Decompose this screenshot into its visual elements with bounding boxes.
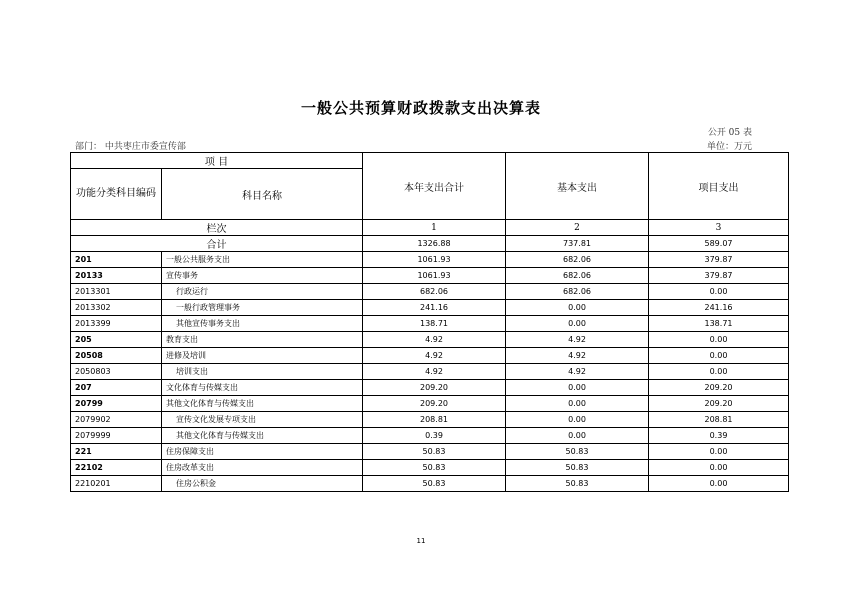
row-name: 教育支出 xyxy=(162,332,363,348)
table-row xyxy=(71,268,789,284)
row-total: 241.16 xyxy=(363,300,506,316)
row-name: 其他宣传事务支出 xyxy=(162,316,363,332)
row-name: 其他文化体育与传媒支出 xyxy=(162,428,363,444)
row-basic: 0.00 xyxy=(506,300,649,316)
row-project: 209.20 xyxy=(649,396,789,412)
row-code: 2013302 xyxy=(71,300,162,316)
row-basic: 682.06 xyxy=(506,252,649,268)
total-label: 合计 xyxy=(71,236,363,252)
row-name: 培训支出 xyxy=(162,364,363,380)
row-code: 221 xyxy=(71,444,162,460)
row-project: 0.00 xyxy=(649,364,789,380)
row-name: 宣传文化发展专项支出 xyxy=(162,412,363,428)
row-project: 379.87 xyxy=(649,252,789,268)
table-row xyxy=(71,412,789,428)
row-name: 住房保障支出 xyxy=(162,444,363,460)
row-code: 2210201 xyxy=(71,476,162,492)
table-row xyxy=(71,332,789,348)
row-basic: 0.00 xyxy=(506,412,649,428)
row-total: 4.92 xyxy=(363,364,506,380)
row-project: 241.16 xyxy=(649,300,789,316)
budget-table xyxy=(70,152,789,492)
table-row xyxy=(71,444,789,460)
row-basic: 682.06 xyxy=(506,268,649,284)
row-code: 20799 xyxy=(71,396,162,412)
header-row-label: 栏次 xyxy=(71,220,363,236)
row-basic: 0.00 xyxy=(506,428,649,444)
table-row xyxy=(71,476,789,492)
row-code: 205 xyxy=(71,332,162,348)
row-basic: 0.00 xyxy=(506,316,649,332)
header-col-project: 项目支出 xyxy=(649,153,789,220)
row-project: 0.00 xyxy=(649,332,789,348)
row-project: 0.39 xyxy=(649,428,789,444)
header-col-total: 本年支出合计 xyxy=(363,153,506,220)
row-code: 2079902 xyxy=(71,412,162,428)
row-name: 进修及培训 xyxy=(162,348,363,364)
row-basic: 4.92 xyxy=(506,332,649,348)
row-project: 379.87 xyxy=(649,268,789,284)
table-row xyxy=(71,380,789,396)
row-total: 208.81 xyxy=(363,412,506,428)
total-value: 1326.88 xyxy=(363,236,506,252)
form-number: 公开 05 表 xyxy=(707,128,752,138)
row-total: 50.83 xyxy=(363,460,506,476)
row-code: 2050803 xyxy=(71,364,162,380)
row-total: 138.71 xyxy=(363,316,506,332)
unit-label: 单位：万元 xyxy=(706,142,752,152)
row-total: 682.06 xyxy=(363,284,506,300)
total-row xyxy=(71,236,789,252)
header-func-code: 功能分类科目编码 xyxy=(71,169,162,220)
row-code: 20508 xyxy=(71,348,162,364)
row-total: 209.20 xyxy=(363,396,506,412)
row-code: 2013301 xyxy=(71,284,162,300)
row-total: 50.83 xyxy=(363,476,506,492)
row-code: 20133 xyxy=(71,268,162,284)
col-number-2: 2 xyxy=(506,220,649,236)
total-basic: 737.81 xyxy=(506,236,649,252)
row-code: 201 xyxy=(71,252,162,268)
row-name: 行政运行 xyxy=(162,284,363,300)
row-name: 住房公积金 xyxy=(162,476,363,492)
row-project: 0.00 xyxy=(649,460,789,476)
page-number: 11 xyxy=(416,537,426,545)
row-code: 22102 xyxy=(71,460,162,476)
row-basic: 0.00 xyxy=(506,380,649,396)
row-project: 0.00 xyxy=(649,444,789,460)
table-row xyxy=(71,348,789,364)
col-number-3: 3 xyxy=(649,220,789,236)
table-row xyxy=(71,396,789,412)
row-total: 209.20 xyxy=(363,380,506,396)
header-subject-name: 科目名称 xyxy=(162,169,363,220)
header-item: 项 目 xyxy=(71,153,363,169)
row-name: 宣传事务 xyxy=(162,268,363,284)
row-code: 207 xyxy=(71,380,162,396)
row-project: 208.81 xyxy=(649,412,789,428)
row-project: 0.00 xyxy=(649,476,789,492)
row-total: 1061.93 xyxy=(363,268,506,284)
row-name: 一般公共服务支出 xyxy=(162,252,363,268)
row-project: 138.71 xyxy=(649,316,789,332)
row-basic: 50.83 xyxy=(506,444,649,460)
table-row xyxy=(71,252,789,268)
row-code: 2079999 xyxy=(71,428,162,444)
row-total: 4.92 xyxy=(363,348,506,364)
table-row xyxy=(71,428,789,444)
page-title: 一般公共预算财政拨款支出决算表 xyxy=(300,99,541,117)
row-basic: 682.06 xyxy=(506,284,649,300)
row-name: 其他文化体育与传媒支出 xyxy=(162,396,363,412)
col-number-1: 1 xyxy=(363,220,506,236)
table-row xyxy=(71,284,789,300)
table-row xyxy=(71,460,789,476)
row-name: 住房改革支出 xyxy=(162,460,363,476)
row-project: 0.00 xyxy=(649,284,789,300)
row-basic: 4.92 xyxy=(506,348,649,364)
table-row xyxy=(71,300,789,316)
row-basic: 50.83 xyxy=(506,476,649,492)
total-project: 589.07 xyxy=(649,236,789,252)
row-total: 1061.93 xyxy=(363,252,506,268)
row-name: 一般行政管理事务 xyxy=(162,300,363,316)
department-label: 部门： 中共枣庄市委宣传部 xyxy=(75,142,186,152)
row-total: 4.92 xyxy=(363,332,506,348)
row-project: 209.20 xyxy=(649,380,789,396)
row-basic: 50.83 xyxy=(506,460,649,476)
table-row xyxy=(71,364,789,380)
row-basic: 0.00 xyxy=(506,396,649,412)
row-basic: 4.92 xyxy=(506,364,649,380)
row-project: 0.00 xyxy=(649,348,789,364)
row-total: 0.39 xyxy=(363,428,506,444)
row-code: 2013399 xyxy=(71,316,162,332)
table-row xyxy=(71,316,789,332)
row-total: 50.83 xyxy=(363,444,506,460)
header-col-basic: 基本支出 xyxy=(506,153,649,220)
row-name: 文化体育与传媒支出 xyxy=(162,380,363,396)
